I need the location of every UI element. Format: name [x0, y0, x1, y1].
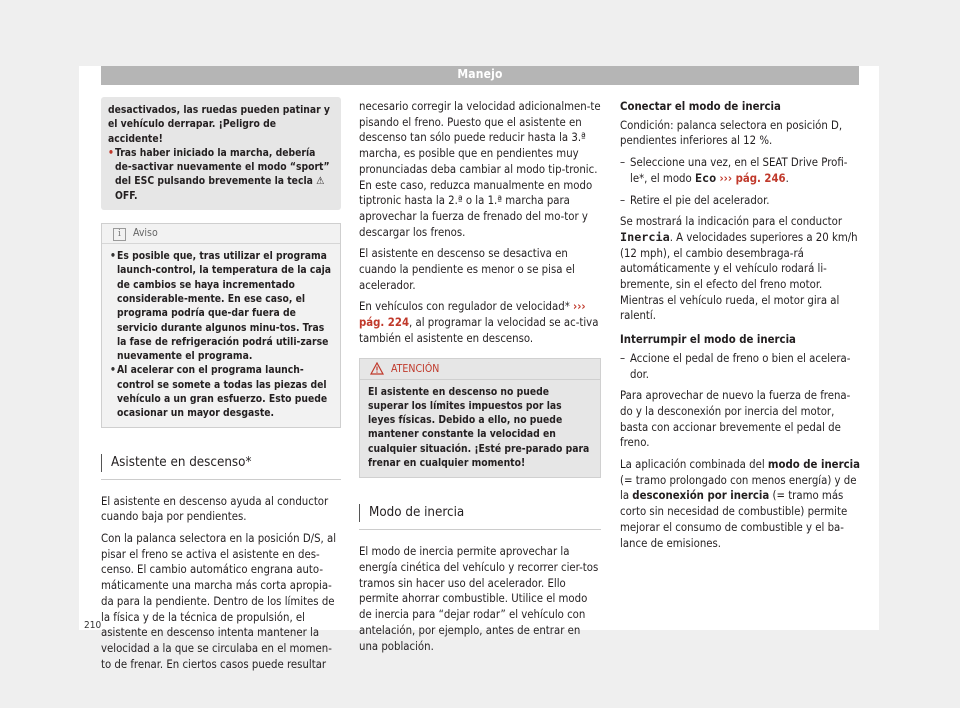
column-1 [101, 97, 341, 678]
paragraph: El asistente en descenso ayuda al conductor cuando baja por pendientes. [101, 494, 329, 524]
paragraph: El asistente en descenso se desactiva en cuando la pendiente es menor o se pisa el acelerador. [359, 247, 575, 292]
subheading: Conectar el modo de inercia [620, 100, 781, 113]
page-header [101, 66, 859, 85]
step-item: – Seleccione una vez, en el SEAT Drive Profi-le*, el modo Eco ››› pág. 246. [620, 155, 860, 186]
step-item: – Accione el pedal de freno o bien el acelera-dor. [620, 351, 860, 382]
note-bullet-1: • Es posible que, tras utilizar el programa launch-control, la temperatura de la caja de cambios se haya incrementado considerable-mente. En ese caso, el programa podría que-dar fuera de servicio durante algunos minu-tos. Tras la fase de refrigeración podrá utili-zarse nuevamente el programa. [110, 249, 332, 363]
esc-off-key: OFF. [115, 189, 138, 202]
header-title: Manejo [457, 67, 503, 81]
section-title: Asistente en descenso* [101, 454, 341, 472]
page-reference-link[interactable]: ››› pág. 246 [719, 171, 786, 185]
paragraph: Con la palanca selectora en la posición D/S, al pisar el freno se activa el asistente en des-censo. El cambio automático engrana auto-máticamente una marcha más corta apropia-da para la pendiente. Dentro de los límites de la física y de la técnica de propulsión, el asistente en descenso intenta mantener la velocidad a la que se circulaba en el momen-to de frenar. En ciertos casos puede resultar [101, 532, 337, 671]
note-box [101, 223, 341, 428]
paragraph: La aplicación combinada del modo de inercia (= tramo prolongado con menos energía) y de la desconexión por inercia (= tramo más corto sin necesidad de combustible) permite mejorar el consumo de combustible y el ba-lance de emisiones. [620, 458, 860, 550]
column-3 [620, 99, 860, 557]
paragraph: En vehículos con regulador de velocidad* ››› pág. 224, al programar la velocidad se ac-tiva también el asistente en descenso. [359, 300, 599, 345]
section-title: Modo de inercia [359, 504, 601, 522]
paragraph: Para aprovechar de nuevo la fuerza de frena-do y la desconexión por inercia del motor, basta con accionar brevemente el pedal de freno. [620, 389, 851, 450]
paragraph: El modo de inercia permite aprovechar la energía cinética del vehículo y recorrer cier-tos tramos sin hacer uso del acelerador. Ello permite ahorrar combustible. Utilice el modo de inercia para “dejar rodar” el vehículo con antelación, por ejemplo, antes de entrar en una población. [359, 545, 599, 653]
warning-triangle-icon [370, 362, 384, 375]
warning-box-continued [101, 97, 341, 210]
mode-eco: Eco [694, 170, 717, 185]
warning-bullet: • Tras haber iniciado la marcha, debería de-sactivar nuevamente el modo “sport” del ESC pulsando brevemente la tecla ⚠ OFF. [108, 146, 334, 203]
paragraph: Condición: palanca selectora en posición D, pendientes inferiores al 12 %. [620, 118, 843, 148]
note-title: Aviso [133, 227, 158, 240]
note-bullet-2: • Al acelerar con el programa launch-control se somete a todas las piezas del vehículo a un gran esfuerzo. Esto puede ocasionar un mayor desgaste. [110, 363, 332, 420]
mode-inercia: Inercia [620, 229, 670, 244]
subheading: Interrumpir el modo de inercia [620, 333, 796, 347]
attention-title: ATENCIÓN [391, 362, 440, 375]
paragraph: necesario corregir la velocidad adicionalmen-te pisando el freno. Puesto que el asistente en descenso tan sólo puede reducir hasta la 3.ª marcha, es posible que en pendientes muy pronunciadas deba cambiar al modo tip-tronic. En este caso, reduzca manualmente en modo tiptronic hasta la 2.ª o la 1.ª marcha para aprovechar la fuerza de frenado del mo-tor y descargar los frenos. [359, 100, 601, 239]
section-heading-descenso [101, 454, 341, 480]
esc-off-icon: ⚠ [316, 175, 325, 188]
section-heading-inercia [359, 504, 601, 530]
attention-box [359, 358, 601, 479]
warning-text: desactivados, las ruedas pueden patinar y el vehículo derrapar. ¡Peligro de accidente! [108, 104, 330, 145]
page-reference-link[interactable]: ››› pág. 224 [359, 300, 586, 330]
info-icon: i [113, 228, 126, 241]
page-number: 210 [84, 620, 102, 631]
step-item: – Retire el pie del acelerador. [620, 193, 860, 209]
attention-text: El asistente en descenso no puede superar los límites impuestos por las leyes físicas. Debido a ello, no puede mantener constante la velocidad en cualquier situación. ¡Esté pre-parado para frenar en cualquier momento! [368, 385, 590, 470]
paragraph: Se mostrará la indicación para el conductor Inercia. A velocidades superiores a 20 km/h (12 mph), el cambio desembraga-rá automáticamente y el vehículo rodará li-bremente, sin el efecto del freno motor. Mientras el vehículo rueda, el motor gira al ralentí. [620, 215, 858, 323]
column-2 [359, 99, 601, 660]
